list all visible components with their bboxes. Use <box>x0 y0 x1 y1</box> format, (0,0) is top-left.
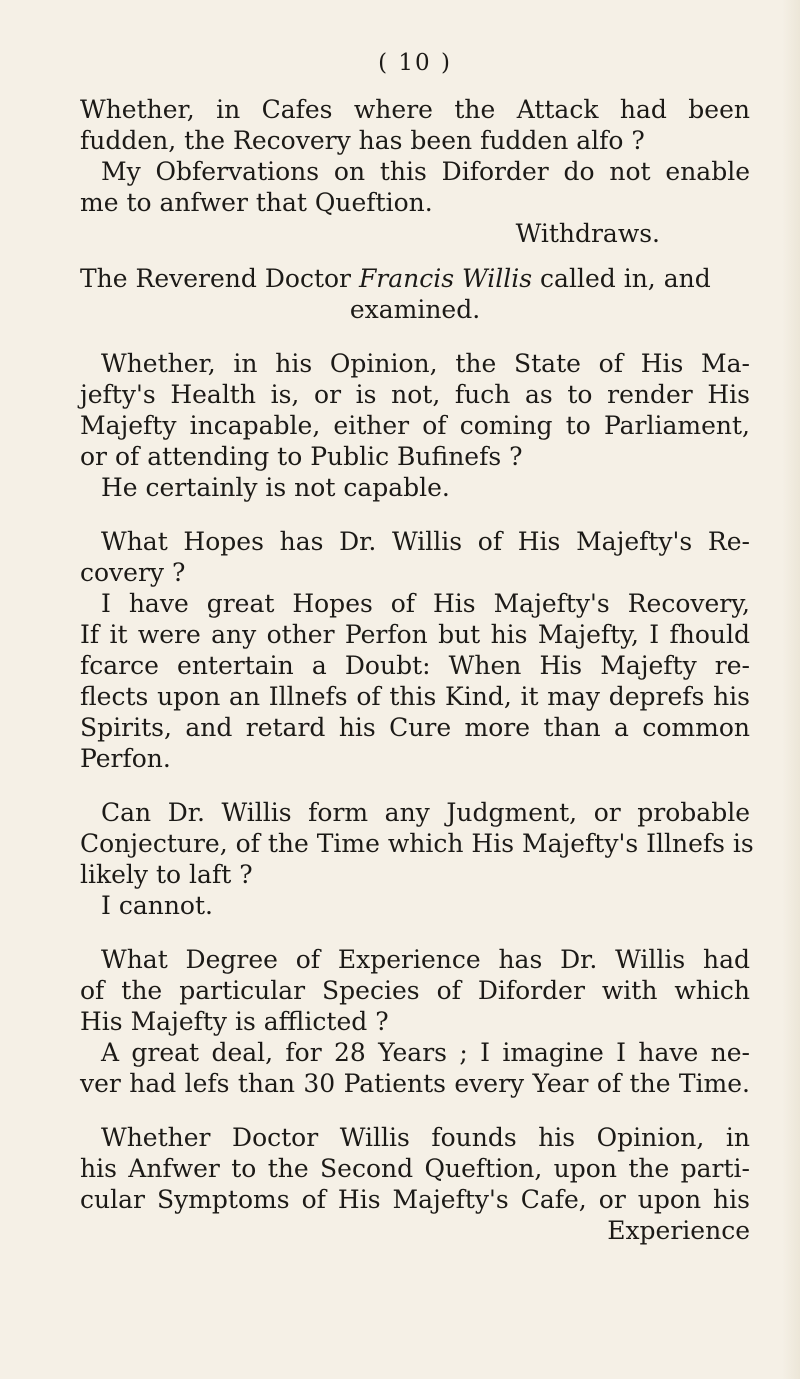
text-line: What Degree of Experience has Dr. Willis had <box>101 945 750 974</box>
withdraws-note: Withdraws. <box>515 219 660 248</box>
text-line: likely to laft ? <box>80 860 253 889</box>
text-line: his Anfwer to the Second Queftion, upon the parti- <box>80 1154 750 1183</box>
witness-examined: examined. <box>349 295 481 324</box>
answer-3 <box>80 588 750 774</box>
witness-called <box>80 263 750 325</box>
witness-line <box>80 263 750 294</box>
answer-5 <box>80 1037 750 1099</box>
text-line: A great deal, for 28 Years ; I imagine I have ne- <box>101 1038 750 1067</box>
text-line: flects upon an Illnefs of this Kind, it may deprefs his <box>80 682 750 711</box>
text-line: jefty's Health is, or is not, fuch as to render His <box>80 380 750 409</box>
page-edge-shadow <box>782 0 800 1379</box>
text-line: I have great Hopes of His Majefty's Recovery, <box>101 589 750 618</box>
answer-1 <box>80 156 750 249</box>
text-line: covery ? <box>80 558 186 587</box>
catchword: Experience <box>607 1216 750 1245</box>
text-line: Whether, in his Opinion, the State of His Ma- <box>101 349 750 378</box>
text-line: Majefty incapable, either of coming to Parliament, <box>80 411 750 440</box>
question-2 <box>80 348 750 472</box>
text-line: cular Symptoms of His Majefty's Cafe, or upon his <box>80 1185 750 1214</box>
question-3 <box>80 526 750 588</box>
text-line: Spirits, and retard his Cure more than a common <box>80 713 750 742</box>
text-line: or of attending to Public Bufinefs ? <box>80 442 523 471</box>
text-line: me to anfwer that Queftion. <box>80 188 433 217</box>
answer-2 <box>80 472 750 503</box>
text-line: If it were any other Perfon but his Majefty, I fhould <box>80 620 750 649</box>
question-5 <box>80 944 750 1037</box>
page-number: ( 10 ) <box>378 50 452 76</box>
question-4 <box>80 797 754 890</box>
question-1 <box>80 94 750 156</box>
witness-name: Francis Willis <box>358 264 533 293</box>
text-line: of the particular Species of Diforder with which <box>80 976 750 1005</box>
text-line: fcarce entertain a Doubt: When His Majefty re- <box>80 651 750 680</box>
text-line: Perfon. <box>80 744 171 773</box>
text-line: Whether, in Cafes where the Attack had been <box>80 95 750 124</box>
text-line: My Obfervations on this Diforder do not enable <box>101 157 750 186</box>
text-line: Can Dr. Willis form any Judgment, or probable <box>101 798 750 827</box>
witness-prefix: The Reverend Doctor <box>80 264 359 293</box>
text-line: His Majefty is afflicted ? <box>80 1007 389 1036</box>
text-line: I cannot. <box>101 891 213 920</box>
text-line: fudden, the Recovery has been fudden alfo ? <box>80 126 645 155</box>
text-line: ver had lefs than 30 Patients every Year of the Time. <box>80 1069 750 1098</box>
answer-4 <box>80 890 750 921</box>
text-line: Whether Doctor Willis founds his Opinion, in <box>101 1123 750 1152</box>
text-line: Conjecture, of the Time which His Majefty's Illnefs is <box>80 829 754 858</box>
witness-suffix: called in, and <box>532 264 711 293</box>
text-line: He certainly is not capable. <box>101 473 450 502</box>
question-6 <box>80 1122 750 1215</box>
text-line: What Hopes has Dr. Willis of His Majefty's Re- <box>101 527 750 556</box>
